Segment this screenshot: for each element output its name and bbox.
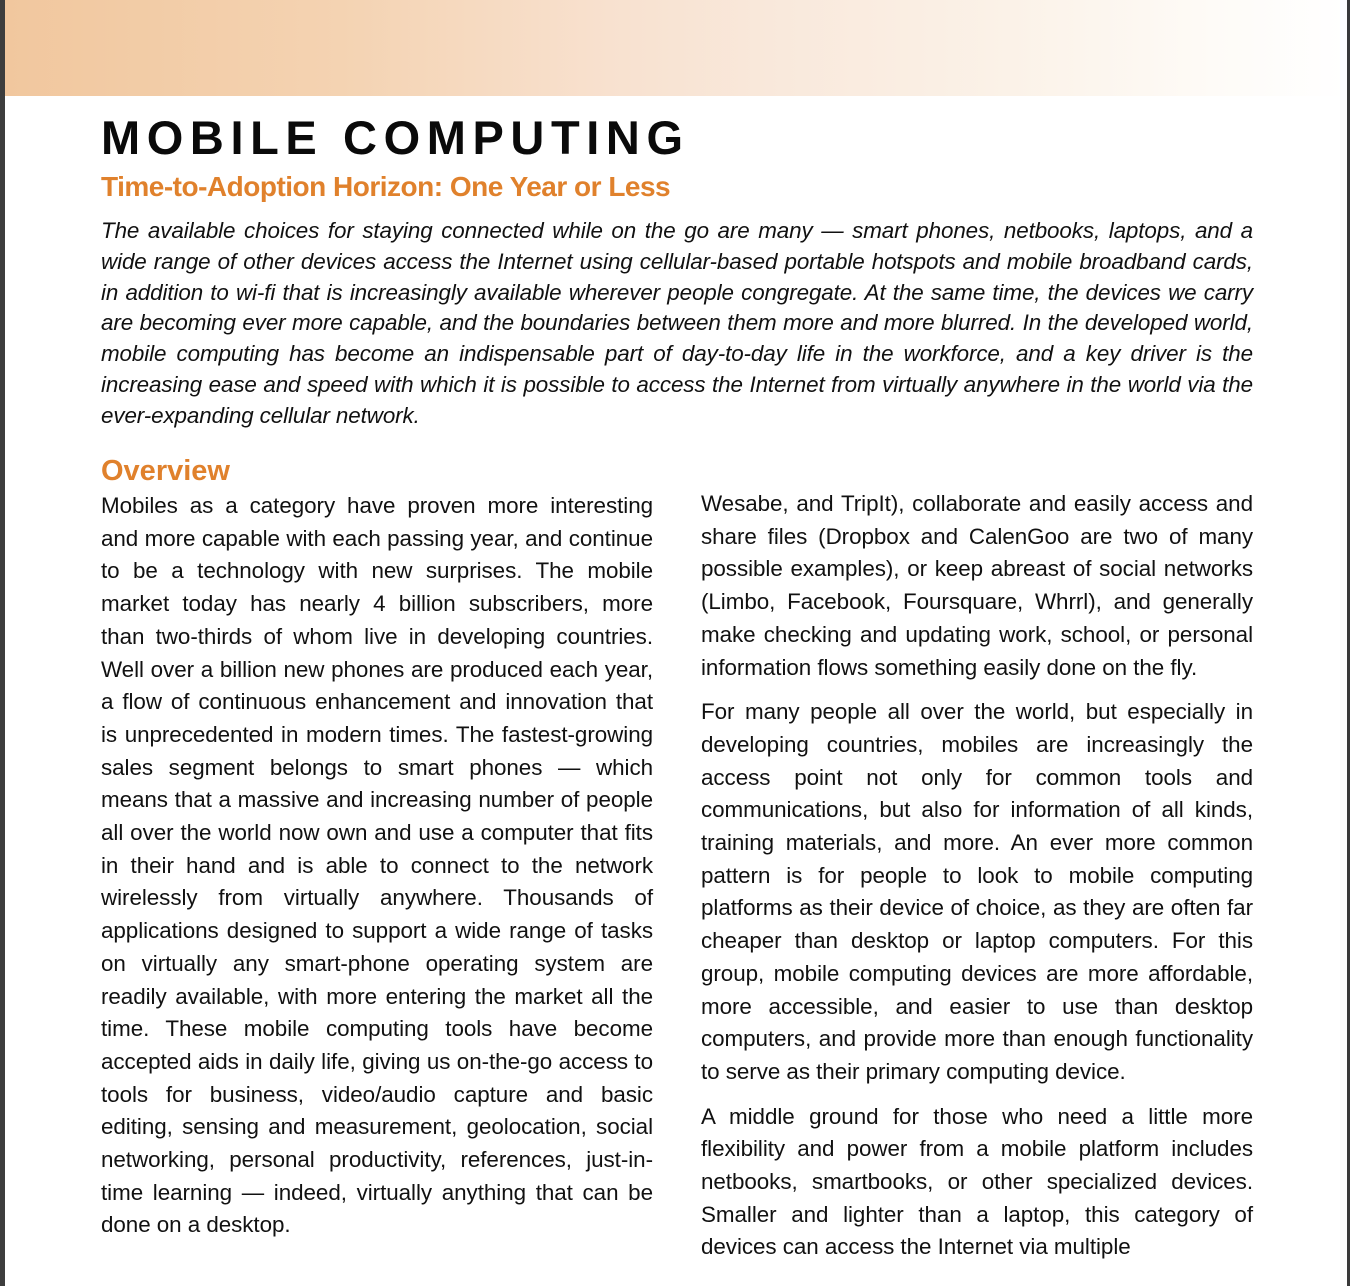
page-title: MOBILE COMPUTING bbox=[101, 111, 690, 164]
left-column bbox=[101, 490, 653, 1242]
intro-paragraph: The available choices for staying connected while on the go are many — smart phones, netbooks, laptops, and a wide range of other devices access the Internet using cellular-based portable hotspots and mobile broadband cards, in addition to wi-fi that is increasingly available wherever people congregate. At the same time, the devices we carry are becoming ever more capable, and the boundaries between them more and more blurred. In the developed world, mobile computing has become an indispensable part of day-to-day life in the workforce, and a key driver is the increasing ease and speed with which it is possible to access the Internet from virtually anywhere in the world via the ever-expanding cellular network. bbox=[101, 218, 1253, 428]
window-left-border bbox=[0, 0, 5, 1286]
header-banner bbox=[5, 0, 1347, 96]
body-paragraph: Mobiles as a category have proven more interesting and more capable with each passing year, and continue to be a technology with new surprises. The mobile market today has nearly 4 billion subscribers, more than two-thirds of whom live in developing countries. Well over a billion new phones are produced each year, a flow of continuous enhancement and innovation that is unprecedented in modern times. The fastest-growing sales segment belongs to smart phones — which means that a massive and increasing number of people all over the world now own and use a computer that fits in their hand and is able to connect to the network wirelessly from virtually anywhere. Thousands of applications designed to support a wide range of tasks on virtually any smart-phone operating system are readily available, with more entering the market all the time. These mobile computing tools have become accepted aids in daily life, giving us on-the-go access to tools for business, video/audio capture and basic editing, sensing and measurement, geolocation, social networking, personal productivity, references, just-in-time learning — indeed, virtually anything that can be done on a desktop. bbox=[101, 493, 653, 1238]
body-paragraph: For many people all over the world, but especially in developing countries, mobiles are increasingly the access point not only for common tools and communications, but also for information of all kinds, training materials, and more. An ever more common pattern is for people to look to mobile computing platforms as their device of choice, as they are often far cheaper than desktop or laptop computers. For this group, mobile computing devices are more affordable, more accessible, and easier to use than desktop computers, and provide more than enough functionality to serve as their primary computing device. bbox=[701, 699, 1253, 1084]
right-column bbox=[701, 488, 1253, 1264]
body-paragraph: Wesabe, and TripIt), collaborate and easily access and share files (Dropbox and CalenGoo are two of many possible examples), or keep abreast of social networks (Limbo, Facebook, Foursquare, Whrrl), and generally make checking and updating work, school, or personal information flows something easily done on the fly. bbox=[701, 491, 1253, 680]
overview-heading: Overview bbox=[101, 455, 230, 487]
body-paragraph: A middle ground for those who need a little more flexibility and power from a mobile platform includes netbooks, smartbooks, or other specialized devices. Smaller and lighter than a laptop, this category of devices can access the Internet via multiple bbox=[701, 1103, 1253, 1260]
adoption-horizon-subtitle: Time-to-Adoption Horizon: One Year or Less bbox=[101, 171, 671, 202]
